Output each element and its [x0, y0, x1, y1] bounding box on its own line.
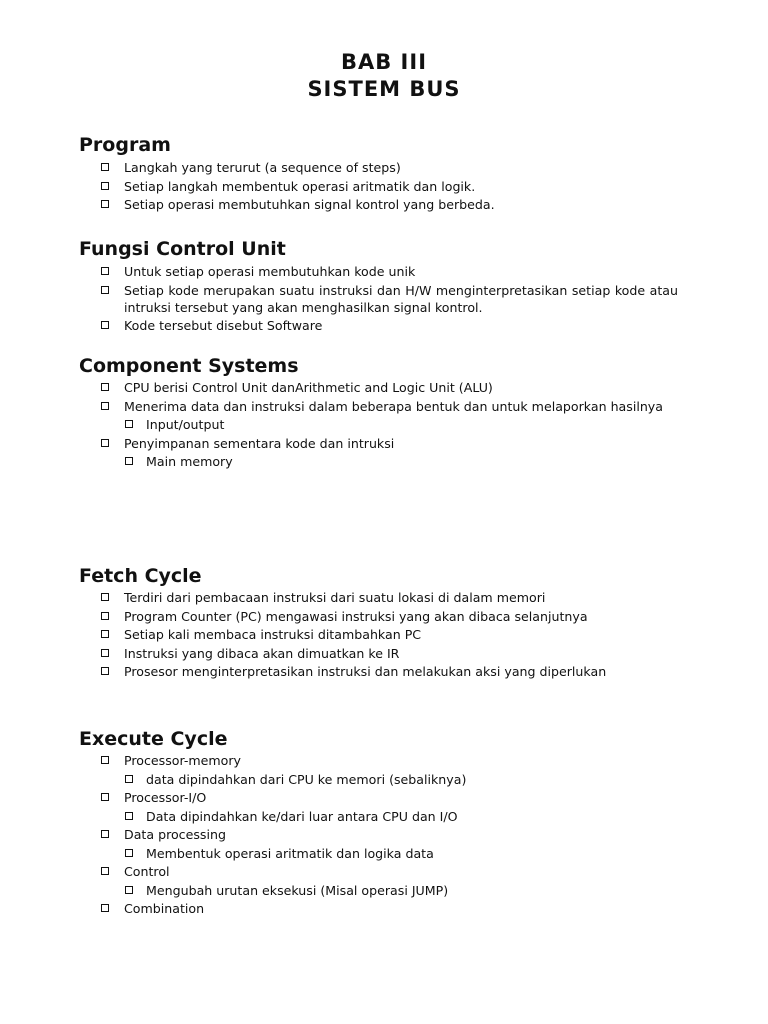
list-item: Data processing Membentuk operasi aritmatik dan logika data [100, 826, 678, 862]
checkbox-bullet-icon [101, 667, 109, 675]
list-item: Combination [100, 900, 678, 917]
checkbox-bullet-icon [101, 867, 109, 875]
list-item: Setiap langkah membentuk operasi aritmatik dan logik. [100, 178, 678, 195]
checkbox-bullet-icon [101, 630, 109, 638]
section-heading-fetch-cycle: Fetch Cycle [79, 565, 202, 587]
checkbox-bullet-icon [125, 420, 133, 428]
list-item: Untuk setiap operasi membutuhkan kode unik [100, 263, 678, 280]
section-heading-component-systems: Component Systems [79, 355, 299, 377]
checkbox-bullet-icon [101, 182, 109, 190]
list-item: Menerima data dan instruksi dalam beberapa bentuk dan untuk melaporkan hasilnya Input/output [100, 398, 678, 434]
checkbox-bullet-icon [101, 793, 109, 801]
sub-list [124, 882, 678, 899]
list-item: Processor-memory data dipindahkan dari CPU ke memori (sebaliknya) [100, 752, 678, 788]
list-item: Terdiri dari pembacaan instruksi dari suatu lokasi di dalam memori [100, 589, 678, 606]
list-item: Langkah yang terurut (a sequence of steps) [100, 159, 678, 176]
execute-cycle-list [100, 752, 678, 919]
sub-list-item: Membentuk operasi aritmatik dan logika data [100, 845, 678, 862]
list-item: Setiap kali membaca instruksi ditambahkan PC [100, 626, 678, 643]
checkbox-bullet-icon [101, 649, 109, 657]
checkbox-bullet-icon [101, 383, 109, 391]
section-heading-fungsi-control-unit: Fungsi Control Unit [79, 238, 286, 260]
list-item: Instruksi yang dibaca akan dimuatkan ke IR [100, 645, 678, 662]
page-title-line1: BAB III [340, 50, 428, 74]
checkbox-bullet-icon [125, 775, 133, 783]
sub-list-item: Main memory [100, 453, 678, 470]
checkbox-bullet-icon [101, 439, 109, 447]
checkbox-bullet-icon [125, 886, 133, 894]
sub-list [124, 453, 678, 470]
checkbox-bullet-icon [101, 163, 109, 171]
checkbox-bullet-icon [125, 457, 133, 465]
checkbox-bullet-icon [125, 812, 133, 820]
checkbox-bullet-icon [101, 402, 109, 410]
program-list [100, 159, 678, 215]
list-item: Kode tersebut disebut Software [100, 317, 678, 334]
fungsi-control-unit-list [100, 263, 678, 336]
component-systems-list [100, 379, 678, 472]
list-item: Penyimpanan sementara kode dan intruksi Main memory [100, 435, 678, 471]
sub-list [124, 416, 678, 433]
checkbox-bullet-icon [125, 849, 133, 857]
sub-list-item: Input/output [100, 416, 678, 433]
page-title-line2: SISTEM BUS [307, 77, 461, 101]
sub-list-item: Data dipindahkan ke/dari luar antara CPU dan I/O [100, 808, 678, 825]
section-heading-program: Program [79, 134, 171, 156]
checkbox-bullet-icon [101, 830, 109, 838]
list-item: Prosesor menginterpretasikan instruksi dan melakukan aksi yang diperlukan [100, 663, 678, 680]
checkbox-bullet-icon [101, 756, 109, 764]
checkbox-bullet-icon [101, 200, 109, 208]
sub-list [124, 771, 678, 788]
checkbox-bullet-icon [101, 321, 109, 329]
section-heading-execute-cycle: Execute Cycle [79, 728, 228, 750]
list-item: Program Counter (PC) mengawasi instruksi yang akan dibaca selanjutnya [100, 608, 678, 625]
list-item: Setiap kode merupakan suatu instruksi dan H/W menginterpretasikan setiap kode atau intruksi tersebut yang akan menghasilkan signal kontrol. [100, 282, 678, 316]
sub-list-item: data dipindahkan dari CPU ke memori (sebaliknya) [100, 771, 678, 788]
list-item: CPU berisi Control Unit danArithmetic and Logic Unit (ALU) [100, 379, 678, 396]
checkbox-bullet-icon [101, 593, 109, 601]
fetch-cycle-list [100, 589, 678, 682]
sub-list [124, 845, 678, 862]
checkbox-bullet-icon [101, 286, 109, 294]
checkbox-bullet-icon [101, 612, 109, 620]
list-item: Processor-I/O Data dipindahkan ke/dari luar antara CPU dan I/O [100, 789, 678, 825]
list-item: Setiap operasi membutuhkan signal kontrol yang berbeda. [100, 196, 678, 213]
sub-list [124, 808, 678, 825]
checkbox-bullet-icon [101, 267, 109, 275]
checkbox-bullet-icon [101, 904, 109, 912]
sub-list-item: Mengubah urutan eksekusi (Misal operasi JUMP) [100, 882, 678, 899]
list-item: Control Mengubah urutan eksekusi (Misal operasi JUMP) [100, 863, 678, 899]
